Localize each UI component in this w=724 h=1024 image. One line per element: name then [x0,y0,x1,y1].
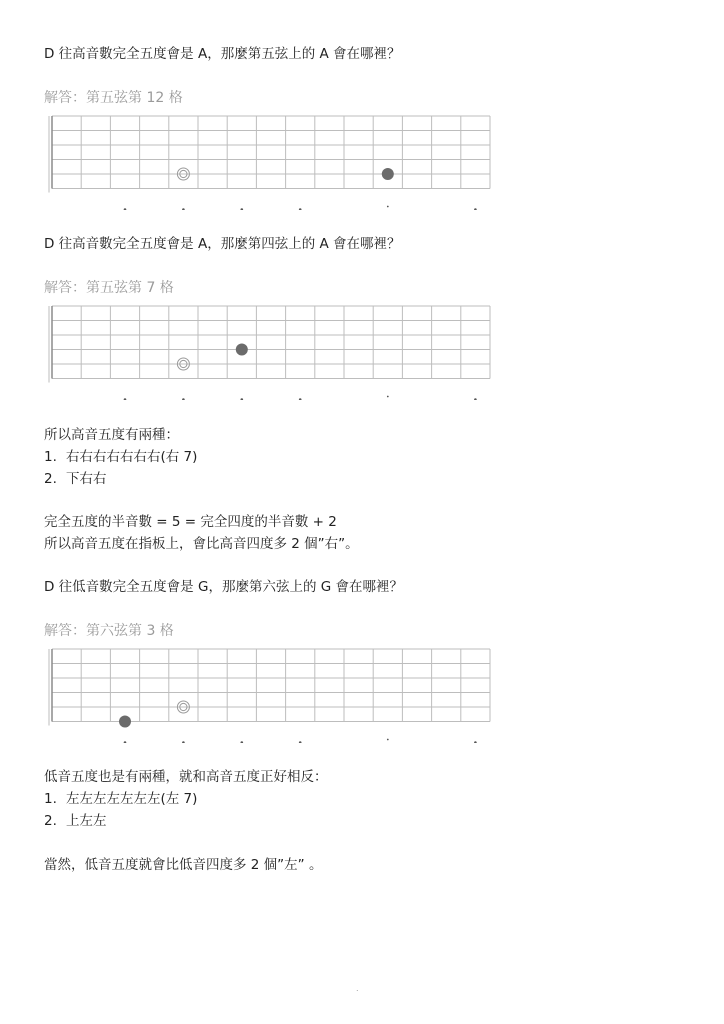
fret-marker-dot [182,398,185,400]
fret-marker-dot [182,208,185,210]
fret-marker-dot [474,208,477,210]
fret-marker-dot [474,398,477,400]
list-number: 1. [44,791,57,807]
target-note-dot [382,168,394,180]
question-2: D 往高音數完全五度會是 A，那麼第四弦上的 A 會在哪裡？ [44,236,401,252]
low-fifth-intro: 低音五度也是有兩種，就和高音五度正好相反： [44,769,328,785]
low-fifth-item-2 [44,812,107,830]
high-fifth-item-2 [44,470,107,488]
list-number: 2. [44,813,57,829]
answer-3: 解答：第六弦第 3 格 [44,623,174,639]
fret-marker-dot [124,741,127,743]
fret-marker-dot [241,741,244,743]
answer-2: 解答：第五弦第 7 格 [44,280,174,296]
high-fifth-item-1 [44,448,197,466]
fretboard-diagram-1 [0,110,724,210]
question-1: D 往高音數完全五度會是 A，那麼第五弦上的 A 會在哪裡？ [44,46,401,62]
fret-marker-dot [124,208,127,210]
target-note-dot [236,344,248,356]
fret-marker-dot [124,398,127,400]
fret-marker-dot [387,206,389,208]
list-text: 上左左 [66,813,107,829]
fret-marker-dot [182,741,185,743]
fretboard-diagram-2 [0,300,724,400]
list-text: 下右右 [66,471,107,487]
target-note-dot [119,716,131,728]
fret-marker-dot [241,208,244,210]
fret-marker-dot [299,208,302,210]
high-fifth-conclusion: 所以高音五度在指板上，會比高音四度多 2 個”右”。 [44,536,359,552]
list-text: 右右右右右右右(右 7) [66,449,198,465]
list-text: 左左左左左左左(左 7) [66,791,198,807]
interval-formula: 完全五度的半音數 = 5 = 完全四度的半音數 + 2 [44,514,337,530]
fret-marker-dot [299,398,302,400]
fret-marker-dot [241,398,244,400]
low-fifth-conclusion: 當然，低音五度就會比低音四度多 2 個”左” 。 [44,857,323,873]
fretboard-diagram-3 [0,643,724,743]
question-3: D 往低音數完全五度會是 G，那麼第六弦上的 G 會在哪裡？ [44,579,403,595]
fret-marker-dot [474,741,477,743]
high-fifth-intro: 所以高音五度有兩種： [44,427,179,443]
list-number: 1. [44,449,57,465]
page-footer-dot: . [356,984,359,993]
answer-1: 解答：第五弦第 12 格 [44,90,183,106]
fret-marker-dot [387,396,389,398]
low-fifth-item-1 [44,790,197,808]
fret-marker-dot [299,741,302,743]
fret-marker-dot [387,739,389,741]
list-number: 2. [44,471,57,487]
